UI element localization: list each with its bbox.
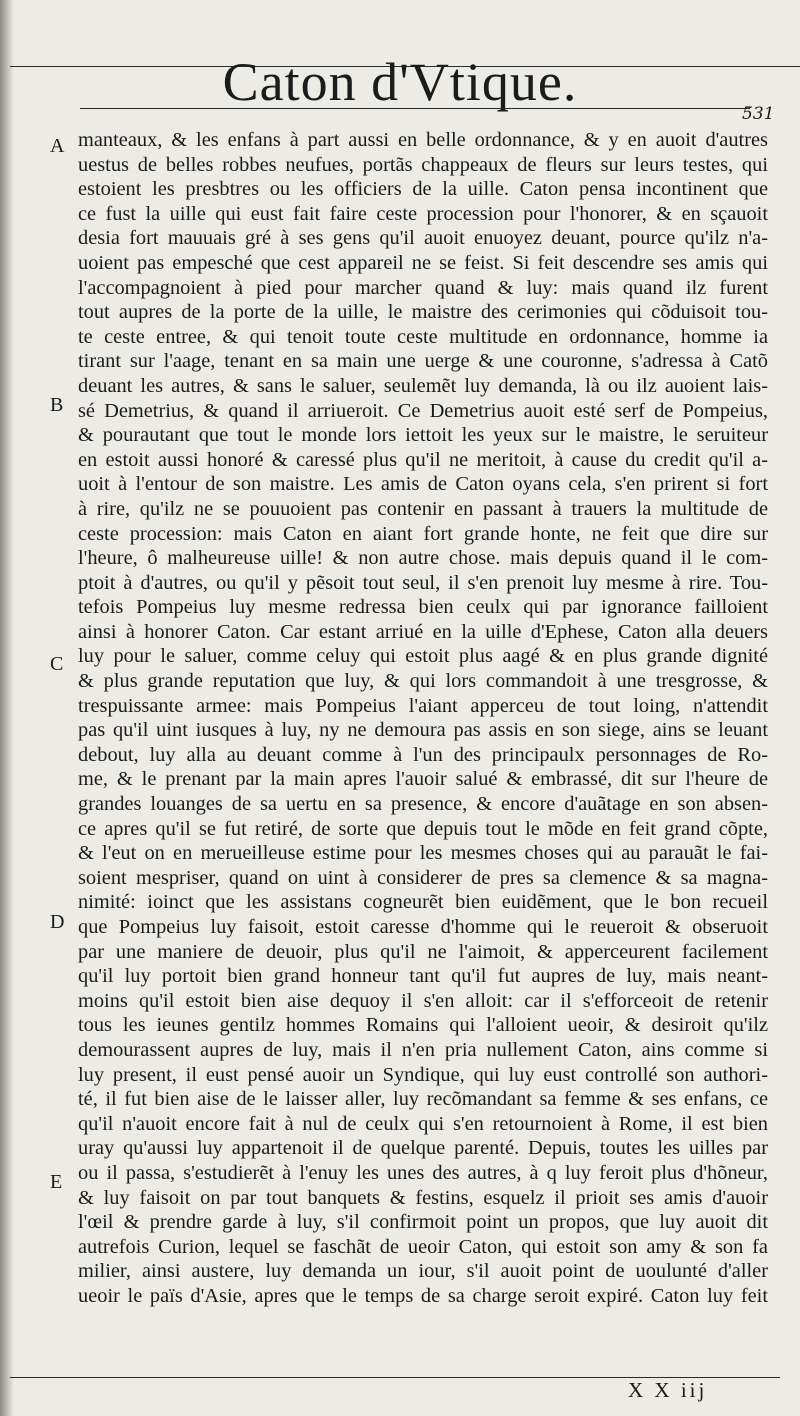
text-line: par une maniere de deuoir, plus qu'il ne l'aimoit, & apperceurent facilement (78, 940, 768, 963)
margin-marker-d: D (50, 911, 65, 933)
text-line: l'heure, ô malheureuse uille! & non autre chose. mais depuis quand il le com- (78, 547, 768, 570)
text-line: moins qu'il estoit bien aise dequoy il s'en alloit: car il s'efforceoit de retenir (78, 989, 768, 1012)
text-line: l'accompagnoient à pied pour marcher quand & luy: mais quand ilz furent (78, 276, 768, 299)
text-line: soient mespriser, quand on uint à considerer de pres sa clemence & sa magna- (78, 866, 768, 889)
text-line: ce fust la uille qui eust fait faire ceste procession pour l'honorer, & en sçauoit (78, 202, 768, 225)
text-line: à rire, qu'ilz ne se pouuoient pas contenir en passant à trauers la multitude de (78, 497, 768, 520)
text-block (78, 128, 768, 1309)
title-underline-rule (80, 108, 750, 109)
text-line: me, & le prenant par la main apres l'auoir salué & embrassé, dit sur l'heure de (78, 768, 768, 791)
margin-marker-c: C (50, 653, 64, 675)
text-line: milier, ainsi austere, luy demanda un iour, s'il auoit point de uoulunté d'aller (78, 1260, 768, 1283)
text-line: l'œil & prendre garde à luy, s'il confirmoit point un propos, que luy auoit dit (78, 1211, 768, 1234)
text-line: uoit à l'entour de son maistre. Les amis de Caton oyans cela, s'en prirent si fort (78, 473, 768, 496)
text-line: tous les ieunes gentilz hommes Romains qui l'alloient ueoir, & desiroit qu'ilz (78, 1014, 768, 1037)
text-line: nimité: ioinct que les assistans cogneurẽt bien euidẽment, que le bon recueil (78, 891, 768, 914)
text-line: demourassent aupres de luy, mais il n'en pria nullement Caton, ains comme si (78, 1038, 768, 1061)
text-line: pas qu'il uint iusques à luy, ny ne demoura pas assis en son siege, ains se leuant (78, 719, 768, 742)
text-line: & luy faisoit on par tout banquets & festins, esquelz il prioit ses amis d'auoir (78, 1186, 768, 1209)
text-line: & plus grande reputation que luy, & qui lors commandoit à une tresgrosse, & (78, 670, 768, 693)
text-line: manteaux, & les enfans à part aussi en belle ordonnance, & y en auoit d'autres (78, 129, 768, 151)
text-line: té, il fut bien aise de le laisser aller, luy recõmandant sa femme & ses enfans, ce (78, 1088, 768, 1111)
text-line: que Pompeius luy faisoit, estoit caresse d'homme qui le reueroit & obseruoit (78, 916, 768, 938)
text-line: luy present, il eust pensé auoir un Syndique, qui luy eust controllé son authori- (78, 1063, 768, 1086)
text-line: en estoit aussi honoré & caressé plus qu'il ne meritoit, à cause du credit qu'il a- (78, 448, 768, 471)
signature-mark: X X iij (628, 1378, 708, 1402)
text-line: ou il passa, s'estudierẽt à l'enuy les unes des autres, à q luy feroit plus d'hõneur, (78, 1161, 768, 1184)
text-line: trespuissante armee: mais Pompeius l'aiant apperceu de tout loing, n'attendit (78, 694, 768, 717)
text-line: & l'eut on en merueilleuse estime pour les mesmes choses qui au parauãt le fai- (78, 842, 768, 865)
text-line: deuant les autres, & sans le saluer, seulemẽt luy demanda, là ou ilz auoient lais- (78, 374, 768, 397)
text-line: estoient les presbtres ou les officiers de la uille. Caton pensa incontinent que (78, 178, 768, 201)
text-line: tirant sur l'aage, tenant en sa main une uerge & une couronne, s'adressa à Catõ (78, 350, 768, 373)
text-line: ainsi à honorer Caton. Car estant arriué en la uille d'Ephese, Caton alla deuers (78, 620, 768, 643)
text-line: debout, luy alla au deuant comme à l'un des principaulx personnages de Ro- (78, 743, 768, 766)
folio-number: 531 (742, 104, 775, 124)
text-line: te ceste entree, & qui tenoit toute ceste multitude en ordonnance, homme ia (78, 325, 768, 348)
text-line: autrefois Curion, lequel se faschãt de ueoir Caton, qui estoit son amy & son fa (78, 1235, 768, 1258)
text-line: uestus de belles robbes neufues, portãs chappeaux de fleurs sur leurs testes, qui (78, 153, 768, 176)
text-line: qu'il luy portoit bien grand honneur tant qu'il fut aupres de luy, mais neant- (78, 965, 768, 988)
margin-marker-b: B (50, 394, 64, 416)
text-line: uoient pas empesché que cest appareil ne se feist. Si feit descendre ses amis qui (78, 251, 768, 274)
text-line: ueoir le païs d'Asie, apres que le temps de sa charge seroit expiré. Caton luy feit (78, 1284, 768, 1307)
text-line: tout aupres de la porte de la uille, le maistre des cerimonies qui cõduisoit tou- (78, 301, 768, 324)
text-line: luy pour le saluer, comme celuy qui estoit plus aagé & en plus grande dignité (78, 645, 768, 668)
text-line: sé Demetrius, & quand il arriueroit. Ce Demetrius auoit esté serf de Pompeius, (78, 399, 768, 422)
text-line: uray qu'aussi luy appartenoit il de quelque parenté. Depuis, toutes les uilles par (78, 1137, 768, 1160)
margin-marker-e: E (50, 1171, 63, 1193)
page-binding-shadow (0, 0, 14, 1416)
text-line: & pourautant que tout le monde lors iettoit les yeux sur le maistre, le seruiteur (78, 424, 768, 447)
text-line: desia fort mauuais gré à ses gens qu'il auoit enuoyez deuant, pource qu'ilz n'a- (78, 227, 768, 250)
text-line: qu'il n'auoit encore fait à nul de ceulx qui s'en retournoient à Rome, il est bien (78, 1112, 768, 1135)
running-title: Caton d'Vtique. (222, 52, 578, 112)
text-line: tefois Pompeius luy mesme redressa bien ceulx qui par ignorance failloient (78, 596, 768, 619)
text-line: ceste procession: mais Caton en aiant fort grande honte, ne feit que dire sur (78, 522, 768, 545)
margin-marker-a: A (50, 135, 65, 157)
text-line: grandes louanges de sa uertu en sa presence, & encore d'auãtage en son absen- (78, 793, 768, 816)
text-line: ptoit à d'autres, ou qu'il y pẽsoit tout seul, il s'en prenoit luy mesme à rire. Tou- (78, 571, 768, 594)
text-line: ce apres qu'il se fut retiré, de sorte que depuis tout le mõde en feit grand cõpte, (78, 817, 768, 840)
